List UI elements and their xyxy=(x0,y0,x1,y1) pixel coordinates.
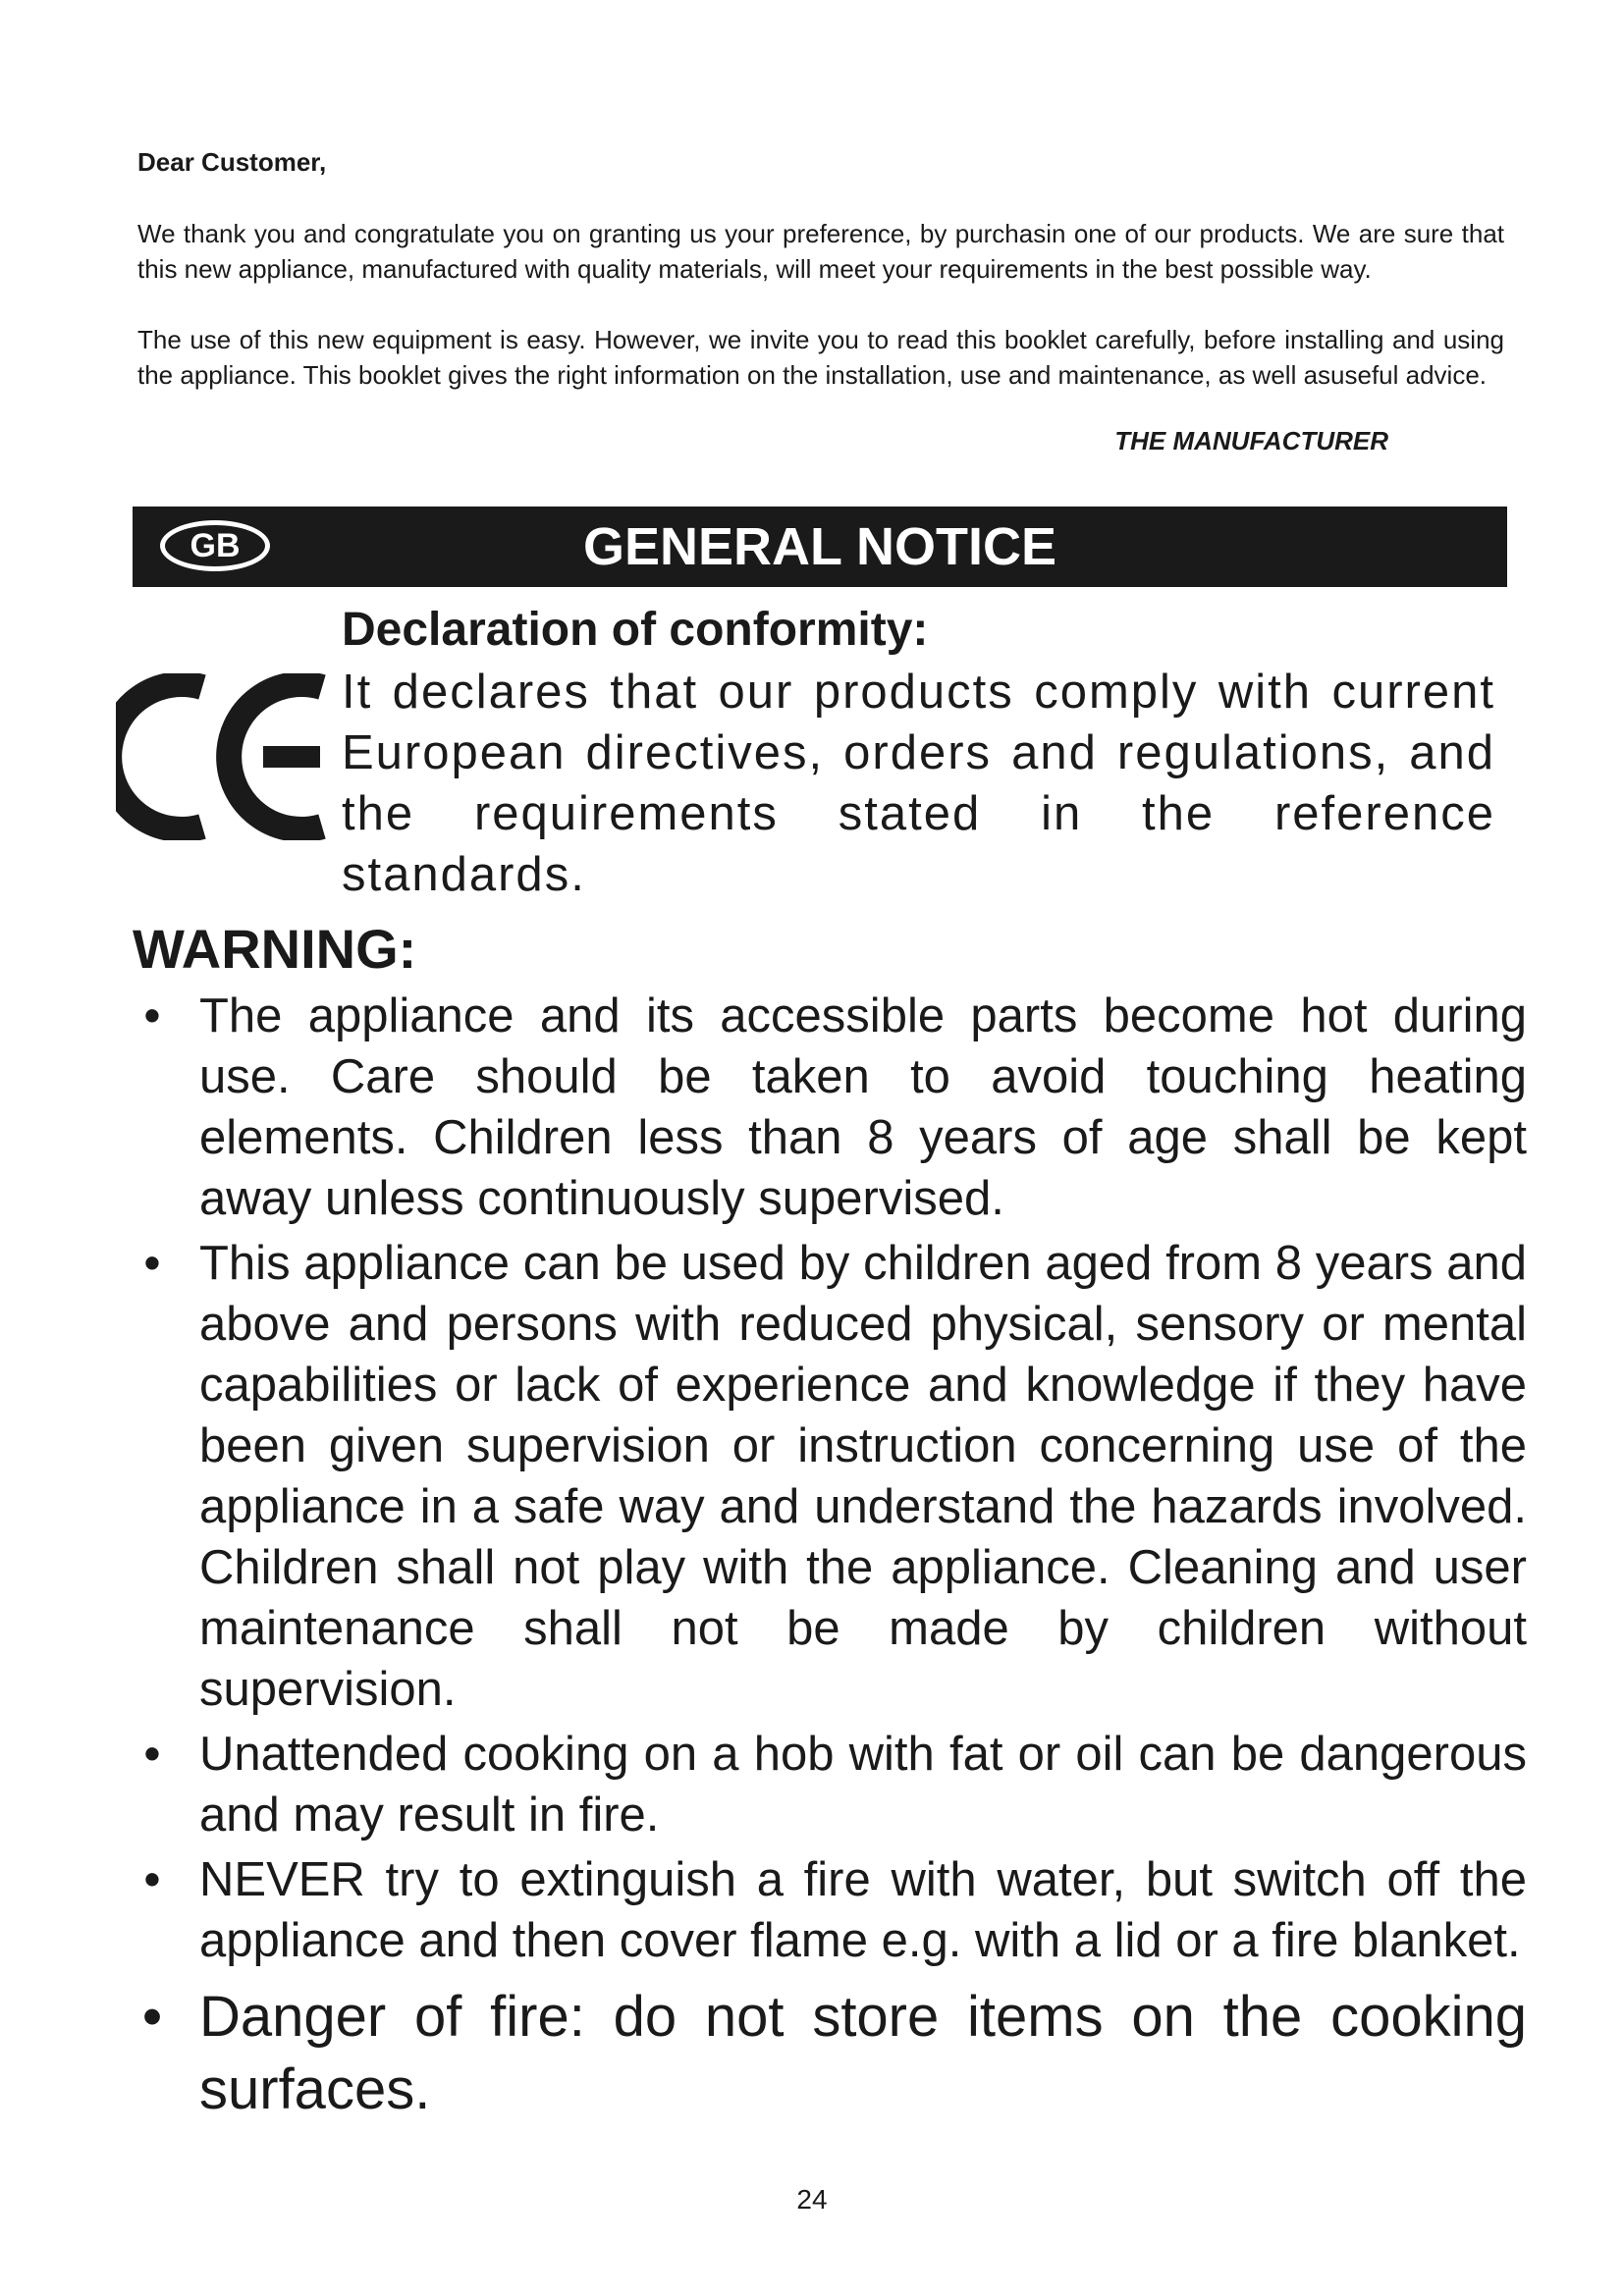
ce-mark-icon xyxy=(116,673,332,840)
warning-item xyxy=(133,1233,1527,1720)
signature: THE MANUFACTURER xyxy=(1114,426,1388,455)
general-notice-banner xyxy=(133,507,1507,587)
declaration-title: Declaration of conformity: xyxy=(342,604,929,656)
warning-title: WARNING: xyxy=(133,918,417,980)
gb-country-badge: GB xyxy=(160,520,270,571)
bullet-icon xyxy=(133,1233,172,1294)
warning-list xyxy=(133,986,1527,2130)
bullet-icon xyxy=(133,986,172,1046)
warning-item xyxy=(133,986,1527,1229)
section-title: GENERAL NOTICE xyxy=(582,517,1057,576)
intro-paragraph-2: The use of this new equipment is easy. However, we invite you to read this booklet carefully, before installing and using the appliance. This booklet gives the right information on the installation, use and maintenance, as well asuseful advice. xyxy=(137,325,1504,390)
bullet-icon xyxy=(133,1724,172,1785)
warning-item-text: The appliance and its accessible parts become hot during use. Care should be taken to avoid touching heating elements. Children less than 8 years of age shall be kept away unless continuously supervised. xyxy=(199,989,1527,1225)
warning-item xyxy=(133,1724,1527,1845)
warning-item xyxy=(133,1849,1527,1971)
warning-item-text: This appliance can be used by children aged from 8 years and above and persons with reduced physical, sensory or mental capabilities or lack of experience and knowledge if they have been given supervision or instruction concerning use of the appliance in a safe way and understand the hazards involved. Children shall not play with the appliance. Cleaning and user maintenance shall not be made by children without supervision. xyxy=(199,1237,1527,1716)
warning-item-text: NEVER try to extinguish a fire with water, but switch off the appliance and then cover flame e.g. with a lid or a fire blanket. xyxy=(199,1853,1527,1967)
warning-item-text: Unattended cooking on a hob with fat or oil can be dangerous and may result in fire. xyxy=(199,1728,1527,1842)
bullet-icon xyxy=(133,1981,172,2054)
greeting: Dear Customer, xyxy=(137,147,327,177)
page-number: 24 xyxy=(796,2184,828,2215)
intro-paragraph-1: We thank you and congratulate you on granting us your preference, by purchasin one of our products. We are sure that this new appliance, manufactured with quality materials, will meet your requirements in the best possible way. xyxy=(137,219,1504,284)
warning-item xyxy=(133,1981,1527,2126)
warning-item-text: Danger of fire: do not store items on the cooking surfaces. xyxy=(199,1985,1527,2121)
declaration-text: It declares that our products comply with current European directives, orders and regulations, and the requirements stated in the reference standards. xyxy=(342,666,1495,901)
bullet-icon xyxy=(133,1849,172,1910)
